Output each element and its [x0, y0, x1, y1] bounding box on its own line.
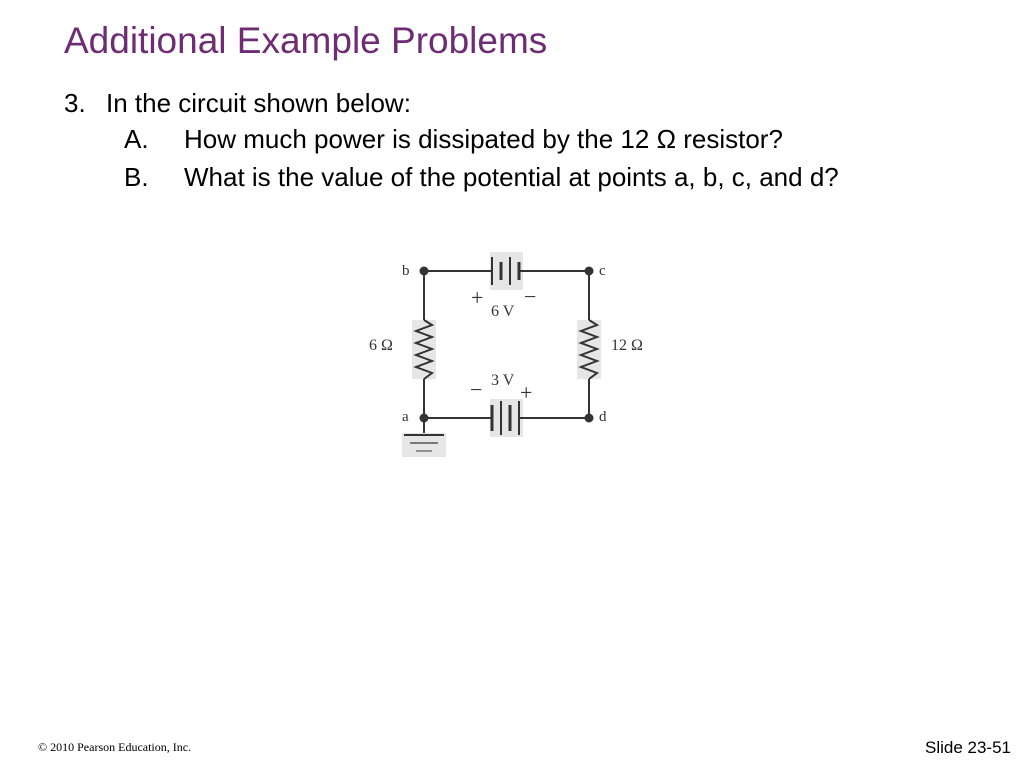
battery-top-minus: − — [524, 284, 537, 309]
copyright-notice: © 2010 Pearson Education, Inc. — [38, 740, 192, 754]
label-a: a — [402, 409, 409, 425]
node-b — [420, 267, 429, 276]
label-b: b — [402, 263, 410, 279]
node-a — [420, 414, 429, 423]
circuit-diagram — [360, 240, 660, 462]
question-text: In the circuit shown below: — [106, 88, 411, 118]
part-b-text: What is the value of the potential at points a, b, c, and d? — [184, 162, 839, 192]
resistor-right-label: 12 Ω — [611, 337, 643, 354]
slide-number: Slide 23-51 — [924, 738, 1011, 757]
question-number: 3. — [64, 88, 86, 118]
resistor-right-12ohm — [577, 320, 601, 379]
node-c — [585, 267, 594, 276]
resistor-left-6ohm — [412, 320, 436, 379]
label-c: c — [599, 263, 606, 279]
part-a-text: How much power is dissipated by the 12 Ω resistor? — [184, 124, 783, 154]
label-d: d — [599, 409, 607, 425]
part-b-marker: B. — [124, 162, 149, 192]
part-a-marker: A. — [124, 124, 149, 154]
ground-symbol — [402, 433, 446, 457]
battery-top-plus: + — [471, 285, 484, 310]
battery-bottom-label: 3 V — [491, 372, 515, 389]
battery-bottom-plus: + — [520, 380, 533, 405]
battery-bottom-minus: − — [470, 377, 483, 402]
node-d — [585, 414, 594, 423]
battery-top-6v — [486, 252, 526, 290]
resistor-left-label: 6 Ω — [369, 337, 393, 354]
battery-top-label: 6 V — [491, 303, 515, 320]
slide-title: Additional Example Problems — [64, 20, 548, 61]
